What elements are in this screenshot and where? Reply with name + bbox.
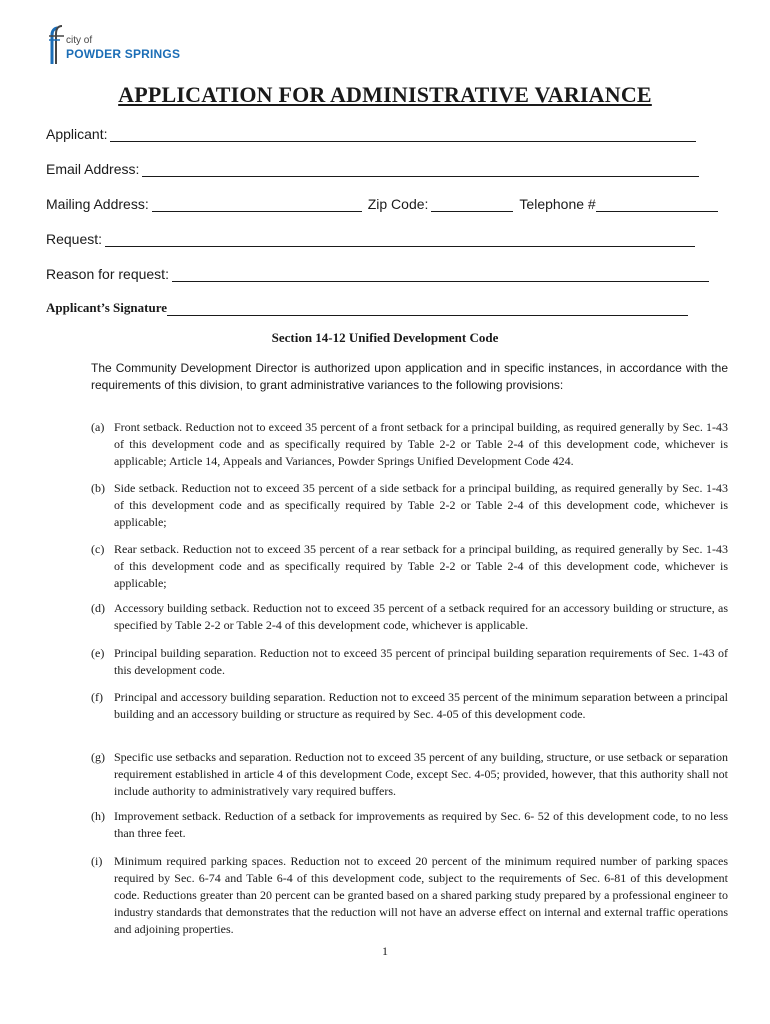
item-text: Rear setback. Reduction not to exceed 35 percent of a rear setback for a principal building, as required generally by Sec. 1-43 of this development code and as specifically required by Table 2-2 or Table 2-4 of this development code, whichever is applicable; (114, 542, 728, 590)
request-field[interactable] (46, 231, 695, 247)
section-intro: The Community Development Director is authorized upon application and in specific instances, in accordance with the requirements of this division, to grant administrative variances to the following provisions: (91, 361, 728, 392)
item-text: Principal and accessory building separation. Reduction not to exceed 35 percent of the minimum separation between a principal building and an accessory building or structure as required by Sec. 4-05 of this development code. (114, 690, 728, 721)
logo-text-big: POWDER SPRINGS (66, 47, 181, 61)
item-text: Improvement setback. Reduction of a setback for improvements as required by Sec. 6- 52 of this development code, to no less than three feet. (114, 809, 728, 840)
item-label: (b) (91, 481, 105, 495)
mailing-row (46, 196, 718, 212)
applicant-input-line[interactable] (110, 127, 696, 142)
list-item (91, 645, 728, 679)
list-item (91, 541, 728, 592)
signature-label: Applicant’s Signature (46, 300, 167, 315)
item-text: Minimum required parking spaces. Reduction not to exceed 20 percent of the minimum required number of parking spaces required by Sec. 6-74 and Table 6-4 of this development code, subject to the requirements of Sec. 6-81 of this development code. Reductions greater than 20 percent can be granted based on a shared parking study prepared by a professional engineer to industry standards that demonstrates that the reduction will not have an adverse effect on internal and external traffic operations and adjoining properties. (114, 854, 728, 936)
logo-text-small: city of (66, 35, 93, 46)
list-item (91, 853, 728, 938)
reason-field[interactable] (46, 266, 709, 282)
email-field[interactable] (46, 161, 699, 177)
item-text: Side setback. Reduction not to exceed 35 percent of a side setback for a principal building, as required generally by Sec. 1-43 of this development code and as specifically required by Table 2-2 or Table 2-4 of this development code, whichever is applicable; (114, 481, 728, 529)
item-label: (g) (91, 750, 105, 764)
list-item (91, 600, 728, 634)
item-label: (c) (91, 542, 105, 556)
email-input-line[interactable] (142, 162, 699, 177)
item-label: (e) (91, 646, 105, 660)
item-label: (i) (91, 854, 103, 868)
item-text: Accessory building setback. Reduction not to exceed 35 percent of a setback required for an accessory building or structure, as specified by Table 2-2 or Table 2-4 of this development code, whichever is applicable. (114, 601, 728, 632)
zip-input-line[interactable] (431, 197, 513, 212)
item-label: (h) (91, 809, 105, 823)
reason-input-line[interactable] (172, 267, 709, 282)
item-label: (f) (91, 690, 103, 704)
page-number: 1 (382, 944, 388, 958)
applicant-label: Applicant: (46, 126, 108, 142)
list-item (91, 419, 728, 470)
mailing-input-line[interactable] (152, 197, 362, 212)
mailing-label: Mailing Address: (46, 196, 149, 212)
email-label: Email Address: (46, 161, 140, 177)
zip-label: Zip Code: (367, 196, 429, 212)
page-title: APPLICATION FOR ADMINISTRATIVE VARIANCE (118, 82, 652, 107)
telephone-input-line[interactable] (596, 197, 718, 212)
signature-input-line[interactable] (167, 301, 688, 316)
request-label: Request: (46, 231, 103, 247)
item-label: (d) (91, 601, 105, 615)
signature-field[interactable] (46, 300, 688, 316)
item-text: Specific use setbacks and separation. Reduction not to exceed 35 percent of any building, structure, or use setback or separation requirement established in article 4 of this development Code, except Sec. 4-05; provided, however, that this authority shall not include authority to administratively vary required buffers. (114, 750, 728, 798)
list-item (91, 480, 728, 531)
list-item (91, 808, 728, 842)
list-item (91, 749, 728, 800)
item-text: Principal building separation. Reduction not to exceed 35 percent of principal building separation requirements of Sec. 1-43 of this development code. (114, 646, 728, 677)
list-item (91, 689, 728, 723)
request-input-line[interactable] (105, 232, 695, 247)
telephone-label: Telephone # (519, 196, 596, 212)
item-label: (a) (91, 420, 105, 434)
applicant-field[interactable] (46, 126, 696, 142)
section-title: Section 14-12 Unified Development Code (271, 330, 499, 345)
reason-label: Reason for request: (46, 266, 169, 282)
item-text: Front setback. Reduction not to exceed 35 percent of a front setback for a principal building, as required generally by Sec. 1-43 of this development code and as specifically required by Table 2-2 or Table 2-4 of this development code, whichever is applicable; Article 14, Appeals and Variances, Powder Springs Unified Development Code 424. (114, 420, 728, 468)
